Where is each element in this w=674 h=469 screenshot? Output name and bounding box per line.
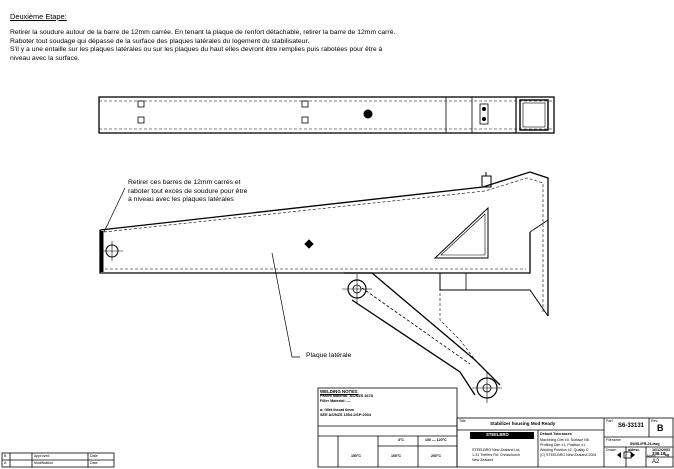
welding-note-line: a: fillet throat 6mm [320,408,354,412]
drawing-title: Stabilizer housing Mod Ready [490,421,556,426]
rev-table-cell: B [4,454,7,458]
company-line: STEELBRO New Zealand Ltd. [472,448,521,452]
rev-table-cell: Date [90,454,98,458]
sheet-size: A2 [652,459,660,465]
callout-line: Retirer ces barres de 12mm carrés et [128,179,241,186]
tolerance-line: Profiling Dim ±1, Position ±1 [540,443,586,447]
welding-notes-title: WELDING NOTES: [320,389,359,394]
temp-header-2: 100 — 120°C [425,438,447,442]
bars-leader-line [104,188,125,232]
company-line: 1-31 Treffers Rd, Christchurch [472,453,521,457]
tolerance-line: (C) STEELBRO New Zealand 2003 [540,453,597,457]
instruction-line: Raboter tout soudage qui dépasse de la surface des plaques latérales du logement du stabilisateur. [10,37,310,45]
drawn-label: Drawn [606,448,617,452]
rev-table-cell: Approved [34,454,50,458]
drawn-by: aldesc [628,448,640,452]
side-view [100,172,548,403]
company-line: New Zealand [472,458,494,462]
tolerances-title: Default Tolerances [540,432,572,436]
temp-header-1: 3°C [398,438,405,442]
title-label: Title [459,419,466,423]
mass-label: Mass [647,454,656,458]
callout-line: à niveau avec les plaques latérales [128,196,234,204]
plate-callout: Plaque latérale [306,352,352,359]
temp-value-1: 150°C [351,454,362,458]
welding-note-line: Filler Material: — [320,399,351,403]
mass-unit: kg [665,453,670,457]
welding-notes [320,389,373,418]
plate-leader-line [272,253,300,357]
rev-label: Rev [651,419,658,423]
mass-value: 336.18 [652,451,666,456]
top-view [99,97,554,133]
part-label: Part [606,419,613,423]
temp-value-2: 100°C [391,454,402,458]
part-number: S6-33131 [618,423,645,429]
step-heading: Deuxième Etape: [10,12,67,21]
bars-callout [128,179,247,205]
tolerance-line: Machining Dim ±0, Surface N8 [540,438,589,442]
instruction-line: S'il y a une entaille sur les plaques latérales ou sur les plaques du haut elles devront être remplies puis rabotées pour être à [10,46,383,54]
filename: SWIS-IFR-J4.dwg [630,442,660,446]
rev-table-cell: Date [90,461,98,465]
rev-table-cell: Modification [34,461,54,465]
welding-note-line: Parent Material: AS/NZS 3678 [320,394,373,398]
instruction-line: niveau avec la surface. [10,54,80,62]
filename-label: Filename [606,438,621,442]
callout-line: raboter tout excès de soudure pour être [128,187,248,195]
temp-value-3: 200°C [431,454,442,458]
welding-note-line: SEE AS/NZS 1554.1/SP:2004 [320,413,371,417]
projection-symbol-icon [624,452,631,458]
company-logo: STEELBRO [486,432,509,437]
rev-table-cell: A [4,461,7,465]
tolerance-line: Welding Position ±2, Quality C [540,448,589,452]
instruction-line: Retirer la soudure autour de la barre de 12mm carrée. En tenant la plaque de renfort détachable, retirer la barre de 12mm carré. [10,29,396,36]
drawn-date: 16/12/2003 [652,448,670,452]
revision: B [657,423,664,433]
